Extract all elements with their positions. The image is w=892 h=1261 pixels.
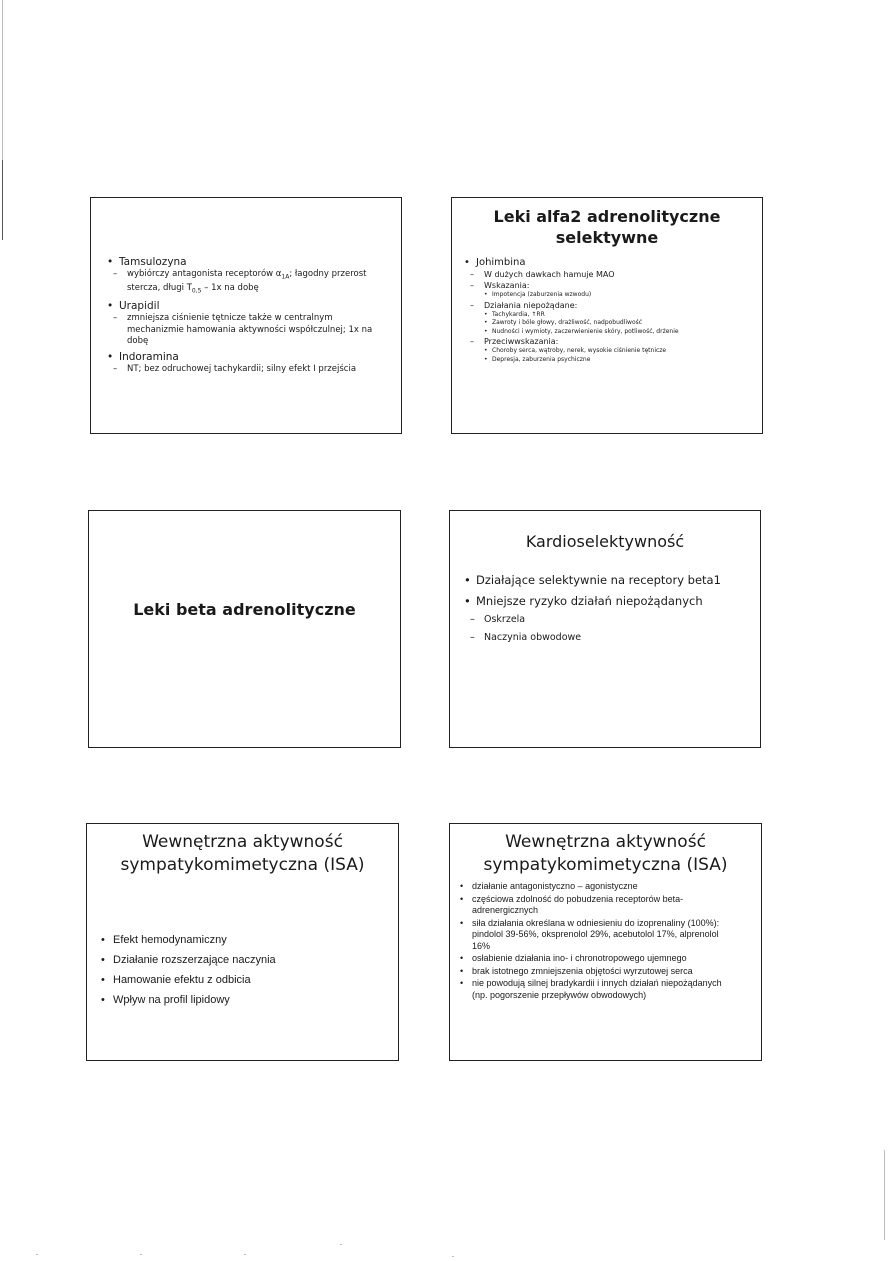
- slide-title: Leki beta adrenolityczne: [133, 600, 356, 619]
- slide-isa-effects: [86, 823, 399, 1061]
- list-item: • Działanie rozszerzające naczynia: [99, 951, 392, 969]
- scan-edge-mark: [884, 1150, 885, 1240]
- scan-speck: [340, 1244, 342, 1245]
- list-sub-item: – Przeciwwskazania:: [470, 337, 559, 346]
- list-sub-item: – Wskazania:: [470, 281, 530, 290]
- slide-title: Wewnętrzna aktywność sympatykomimetyczna (ISA): [483, 832, 728, 875]
- slide-title: Wewnętrzna aktywność sympatykomimetyczna (ISA): [120, 832, 365, 875]
- slide-isa-details: [449, 823, 762, 1061]
- list-item: • Johimbina: [462, 256, 754, 269]
- list-item: • Wpływ na profil lipidowy: [99, 991, 392, 1009]
- list-item: • działanie antagonistyczno – agonistyczne: [458, 881, 739, 893]
- list-item: • Efekt hemodynamiczny: [99, 931, 392, 949]
- scan-speck: [452, 1256, 454, 1257]
- list-sub-sub-item: • Nudności i wymioty, zaczerwienienie skóry, potliwość, drżenie: [462, 328, 754, 337]
- list-sub-sub-item: • Tachykardia, ↑RR: [462, 311, 754, 320]
- list-sub-item: – NT; bez odruchowej tachykardii; silny efekt I przejścia: [113, 363, 357, 374]
- list-sub-item: – Działania niepożądane:: [470, 300, 578, 310]
- list-item: • częściowa zdolność do pobudzenia receptorów beta-adrenergicznych: [458, 894, 739, 917]
- scan-speck: [244, 1254, 246, 1255]
- list-sub-sub-item: • Impotencja (zaburzenia wzwodu): [462, 291, 754, 300]
- scan-speck: [140, 1254, 142, 1255]
- list-item: • siła działania określana w odniesieniu do izoprenaliny (100%): pindolol 39-56%, oksprenolol 29%, acebutolol 17%, alprenolol 16%: [458, 918, 739, 953]
- list-sub-item: – W dużych dawkach hamuje MAO: [470, 270, 615, 279]
- list-item: • Tamsulozyna: [105, 255, 387, 269]
- list-item: • nie powodują silnej bradykardii i innych działań niepożądanych (np. pogorszenie przepływów obwodowych): [458, 978, 739, 1001]
- slide-alfa1-list: [90, 197, 402, 434]
- list-item: • osłabienie działania ino- i chronotropowego ujemnego: [458, 953, 739, 965]
- list-item: • Urapidil: [105, 299, 387, 313]
- list-item: • brak istotnego zmniejszenia objętości wyrzutowej serca: [458, 966, 739, 978]
- slide-beta-title: [88, 510, 401, 748]
- list-sub-item: – Naczynia obwodowe: [470, 632, 582, 643]
- list-sub-sub-item: • Choroby serca, wątroby, nerek, wysokie ciśnienie tętnicze: [462, 347, 754, 356]
- slide-kardioselektywnosc: [449, 510, 761, 748]
- slide-alfa2-selective: [451, 197, 763, 434]
- list-sub-sub-item: • Depresja, zaburzenia psychiczne: [462, 356, 754, 365]
- list-item: • Działające selektywnie na receptory beta1: [462, 571, 754, 590]
- list-sub-sub-item: • Zawroty i bóle głowy, drażliwość, nadpobudliwość: [462, 319, 754, 328]
- slide-title: Leki alfa2 adrenolityczne selektywne: [493, 207, 721, 247]
- list-item: • Hamowanie efektu z odbicia: [99, 971, 392, 989]
- list-sub-item: – zmniejsza ciśnienie tętnicze także w centralnym mechanizmie hamowania aktywności współczulnej; 1x na dobę: [113, 313, 373, 347]
- scan-edge-mark: [2, 160, 3, 240]
- list-item: • Mniejsze ryzyko działań niepożądanych: [462, 592, 754, 611]
- scan-speck: [36, 1254, 38, 1255]
- list-sub-item: – Oskrzela: [470, 614, 526, 625]
- list-sub-item: – wybiórczy antagonista receptorów $\alpha_{1A}$; łagodny przerost stercza, długi $T_{0,5} - 1x$ na dobę: [113, 269, 367, 295]
- slide-title: Kardioselektywność: [525, 532, 685, 551]
- list-item: • Indoramina: [105, 350, 387, 364]
